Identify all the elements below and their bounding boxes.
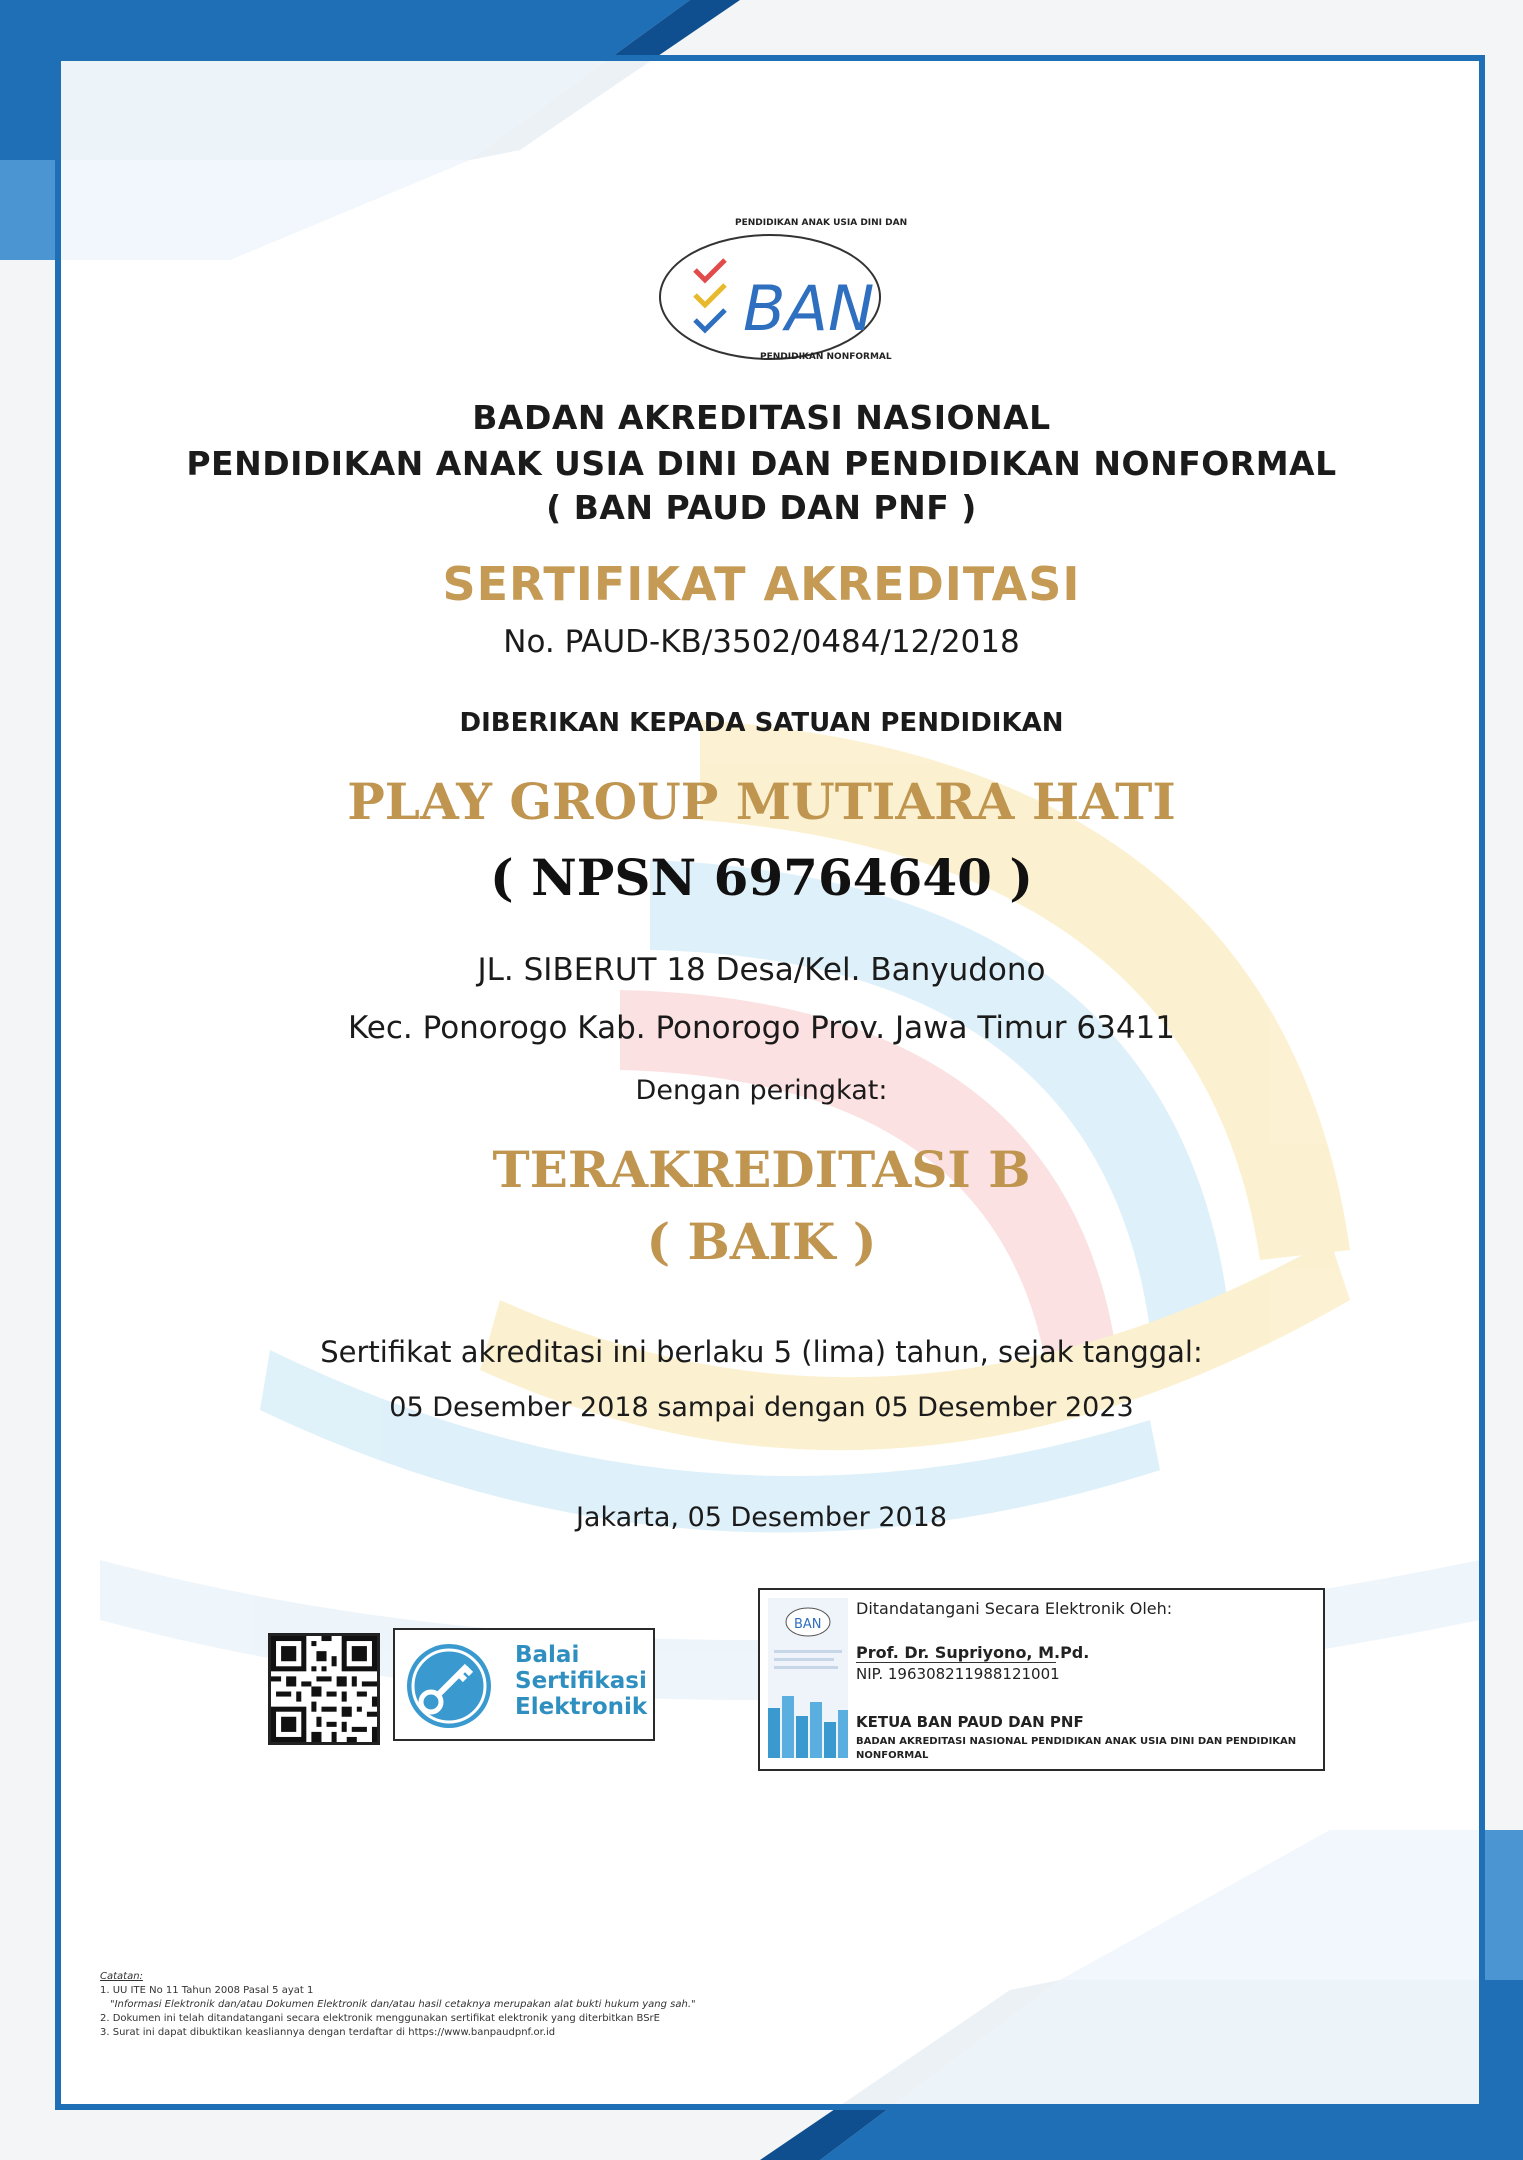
org-line-1: BADAN AKREDITASI NASIONAL	[472, 398, 1051, 437]
signer-nip: NIP. 196308211988121001	[856, 1665, 1060, 1683]
footnotes	[100, 1970, 696, 2040]
note-1: 1. UU ITE No 11 Tahun 2008 Pasal 5 ayat 1	[100, 1985, 314, 1996]
signature-logo-text: BAN	[794, 1617, 822, 1632]
validity-period: 05 Desember 2018 sampai dengan 05 Desember 2023	[389, 1392, 1134, 1423]
given-to-label: DIBERIKAN KEPADA SATUAN PENDIDIKAN	[459, 708, 1064, 738]
electronic-signature-box	[758, 1588, 1325, 1771]
org-line-2: PENDIDIKAN ANAK USIA DINI DAN PENDIDIKAN NONFORMAL	[186, 444, 1337, 483]
qr-code-pattern	[271, 1636, 377, 1742]
logo-arc-top: PENDIDIKAN ANAK USIA DINI DAN	[735, 218, 908, 228]
school-npsn: ( NPSN 69764640 )	[490, 848, 1033, 907]
signature-heading: Ditandatangani Secara Elektronik Oleh:	[856, 1599, 1173, 1618]
bsre-line-1: Balai	[515, 1642, 580, 1668]
certificate-title: SERTIFIKAT AKREDITASI	[442, 557, 1081, 611]
check-yellow-icon	[695, 285, 725, 305]
school-address-line-2: Kec. Ponorogo Kab. Ponorogo Prov. Jawa Timur 63411	[348, 1010, 1175, 1046]
signature-side-panel	[768, 1598, 848, 1758]
place-date: Jakarta, 05 Desember 2018	[575, 1502, 948, 1533]
school-name: PLAY GROUP MUTIARA HATI	[347, 772, 1176, 831]
note-3: 3. Surat ini dapat dibuktikan keasliannya dengan terdaftar di https://www.banpaudpnf.or.id	[100, 2027, 556, 2038]
qr-code[interactable]	[268, 1633, 380, 1745]
rating-grade: TERAKREDITASI B	[492, 1140, 1031, 1199]
rating-label: Dengan peringkat:	[635, 1075, 888, 1106]
key-icon	[403, 1640, 495, 1732]
ban-paud-logo	[655, 215, 895, 375]
notes-title: Catatan:	[100, 1971, 143, 1982]
validity-text: Sertifikat akreditasi ini berlaku 5 (lima) tahun, sejak tanggal:	[320, 1335, 1203, 1369]
note-2: 2. Dokumen ini telah ditandatangani secara elektronik menggunakan sertifikat elektronik yang diterbitkan BSrE	[100, 2013, 660, 2024]
bsre-line-2: Sertifikasi	[515, 1668, 647, 1694]
school-address-line-1: JL. SIBERUT 18 Desa/Kel. Banyudono	[477, 952, 1046, 988]
signer-organization: BADAN AKREDITASI NASIONAL PENDIDIKAN ANAK USIA DINI DAN PENDIDIKAN NONFORMAL	[856, 1736, 1297, 1761]
note-1-quote: "Informasi Elektronik dan/atau Dokumen Elektronik dan/atau hasil cetaknya merupakan alat bukti hukum yang sah."	[110, 1999, 696, 2010]
logo-acronym: BAN	[743, 272, 875, 345]
check-red-icon	[695, 260, 725, 280]
logo-arc-bottom: PENDIDIKAN NONFORMAL	[760, 352, 892, 362]
rating-description: ( BAIK )	[646, 1212, 877, 1271]
bsre-line-3: Elektronik	[515, 1694, 648, 1720]
check-blue-icon	[695, 310, 725, 330]
bsre-badge	[393, 1628, 655, 1741]
certificate-number: No. PAUD-KB/3502/0484/12/2018	[503, 624, 1020, 660]
bsre-name	[515, 1642, 647, 1720]
signer-name: Prof. Dr. Supriyono, M.Pd.	[856, 1643, 1090, 1662]
org-line-3: ( BAN PAUD DAN PNF )	[546, 488, 977, 527]
signer-role: KETUA BAN PAUD DAN PNF	[856, 1713, 1084, 1731]
signer-divider	[856, 1662, 1056, 1663]
